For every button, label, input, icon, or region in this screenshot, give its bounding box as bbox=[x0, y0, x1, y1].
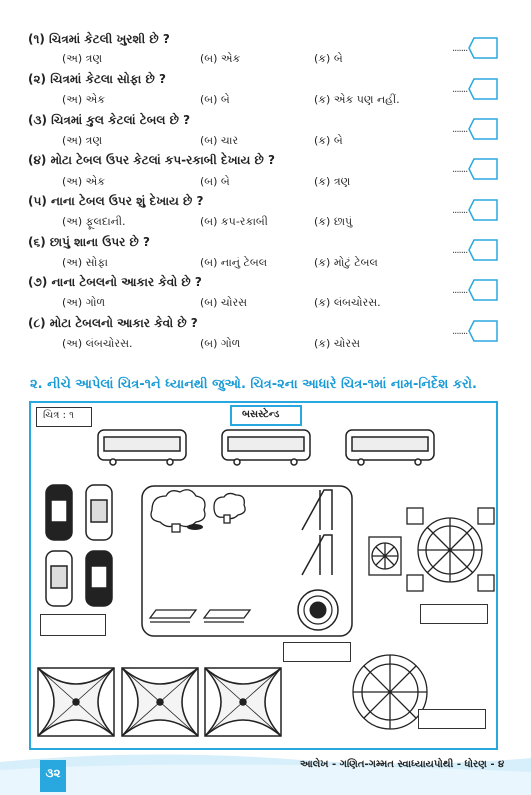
option-b: (બ) નાનું ટેબલ bbox=[200, 256, 268, 269]
car bbox=[46, 485, 72, 540]
tent-icon bbox=[122, 668, 198, 736]
answer-dots: ....... bbox=[452, 285, 468, 296]
footer-title: આલેખ - ગણિત-ગમ્મત સ્વાધ્યાયપોથી - ધોરણ - ૪ bbox=[300, 759, 505, 770]
option-a: (અ) એક bbox=[62, 93, 106, 106]
option-c: (ક) એક પણ નહીં. bbox=[314, 93, 400, 106]
option-c: (ક) ત્રણ bbox=[314, 175, 351, 188]
section-2-instruction: ૨. નીચે આપેલાં ચિત્ર-૧ને ધ્યાનથી જુઓ. ચિત્ર-૨ના આધારે ચિત્ર-૧માં નામ-નિર્દેશ કરો. bbox=[30, 377, 477, 392]
answer-dots: ....... bbox=[452, 205, 468, 216]
tent-icon bbox=[205, 668, 281, 736]
label-field[interactable] bbox=[420, 604, 488, 624]
option-b: (બ) બે bbox=[200, 175, 230, 188]
bus-stand-text: બસસ્ટેન્ડ bbox=[242, 409, 280, 420]
answer-dots: ....... bbox=[452, 164, 468, 175]
stool-icon bbox=[369, 537, 401, 575]
label-field[interactable] bbox=[40, 614, 106, 636]
option-b: (બ) ગોળ bbox=[200, 337, 241, 350]
question-text: (૭) નાના ટેબલનો આકાર કેવો છે ? bbox=[28, 275, 202, 289]
answer-dots: ....... bbox=[452, 43, 468, 54]
car bbox=[46, 551, 72, 606]
option-b: (બ) ચોરસ bbox=[200, 296, 248, 309]
bus bbox=[346, 430, 434, 465]
option-a: (અ) સોફા bbox=[62, 256, 108, 269]
question-text: (૪) મોટા ટેબલ ઉપર કેટલાં કપ-રકાબી દેખાય છે ? bbox=[28, 153, 275, 167]
question-text: (૬) છાપું શાના ઉપર છે ? bbox=[28, 235, 150, 249]
option-c: (ક) બે bbox=[314, 134, 343, 147]
bench-icon bbox=[187, 524, 203, 530]
option-c: (ક) ચોરસ bbox=[314, 337, 360, 350]
bus bbox=[98, 430, 186, 465]
tent-icon bbox=[38, 668, 114, 736]
option-c: (ક) છાપું bbox=[314, 215, 353, 228]
bus bbox=[222, 430, 310, 465]
page-number: ૩૨ bbox=[40, 760, 66, 792]
answer-dots: ....... bbox=[452, 326, 468, 337]
option-b: (બ) કપ-રકાબી bbox=[200, 215, 268, 228]
option-a: (અ) ગોળ bbox=[62, 296, 106, 309]
answer-dots: ....... bbox=[452, 84, 468, 95]
question-text: (૩) ચિત્રમાં કુલ કેટલાં ટેબલ છે ? bbox=[28, 113, 191, 127]
label-field[interactable] bbox=[418, 709, 486, 729]
option-a: (અ) ફૂલદાની. bbox=[62, 215, 126, 228]
car bbox=[86, 551, 112, 606]
option-a: (અ) ત્રણ bbox=[62, 134, 103, 147]
option-c: (ક) બે bbox=[314, 52, 343, 65]
question-text: (૧) ચિત્રમાં કેટલી ખુરશી છે ? bbox=[28, 32, 170, 46]
option-b: (બ) ચાર bbox=[200, 134, 239, 147]
question-text: (૨) ચિત્રમાં કેટલા સોફા છે ? bbox=[28, 72, 166, 86]
option-b: (બ) બે bbox=[200, 93, 230, 106]
option-a: (અ) એક bbox=[62, 175, 106, 188]
option-a: (અ) લંબચોરસ. bbox=[62, 337, 133, 350]
answer-dots: ....... bbox=[452, 124, 468, 135]
car bbox=[86, 485, 112, 540]
label-field[interactable] bbox=[283, 642, 351, 662]
fountain-icon bbox=[298, 590, 338, 630]
figure-label-text: ચિત્ર : ૧ bbox=[43, 410, 75, 421]
option-c: (ક) મોટું ટેબલ bbox=[314, 256, 378, 269]
umbrella-icon bbox=[353, 655, 427, 729]
option-c: (ક) લંબચોરસ. bbox=[314, 296, 381, 309]
question-text: (૫) નાના ટેબલ ઉપર શું દેખાય છે ? bbox=[28, 194, 204, 208]
option-a: (અ) ત્રણ bbox=[62, 52, 103, 65]
option-b: (બ) એક bbox=[200, 52, 241, 65]
table-icon bbox=[407, 508, 494, 591]
question-text: (૮) મોટા ટેબલનો આકાર કેવો છે ? bbox=[28, 316, 198, 330]
answer-dots: ....... bbox=[452, 245, 468, 256]
